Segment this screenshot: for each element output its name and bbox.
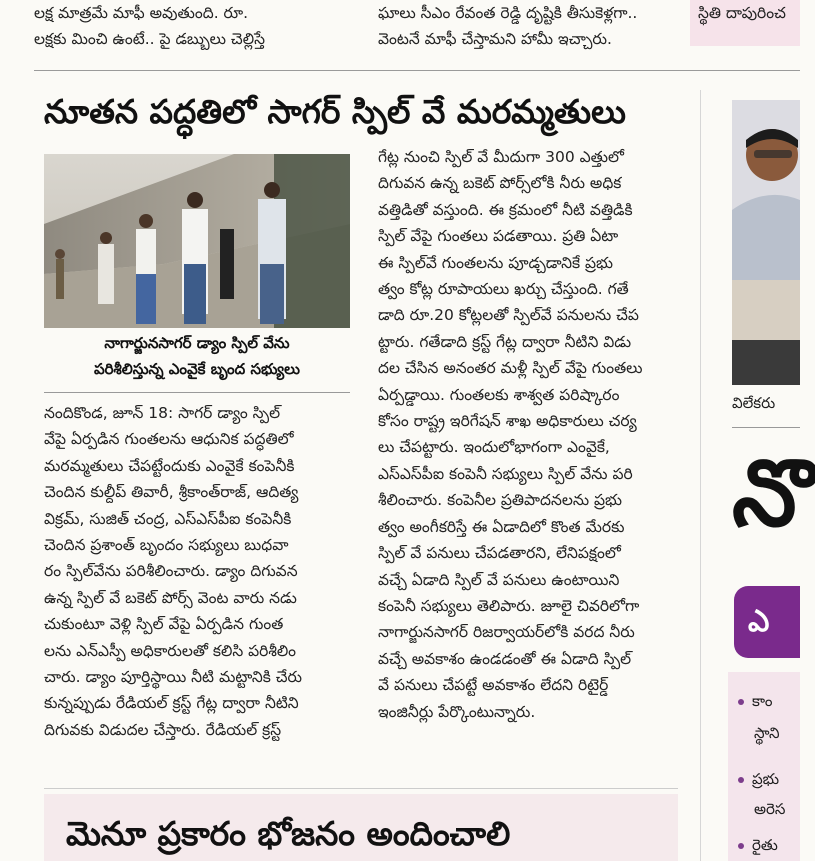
text-line: నందికొండ, జూన్ 18: సాగర్ డ్యాం స్పిల్ bbox=[44, 404, 281, 422]
top-right-box bbox=[690, 0, 800, 46]
text-line: చెందిన కుల్దీప్ తివారీ, శ్రీకాంత్‌రాజ్, ఆదిత్య bbox=[44, 483, 299, 502]
text-line: త్వం కోట్ల రూపాయలు ఖర్చు చేస్తుంది. గతే bbox=[378, 280, 629, 299]
text-line: స్పిల్ వే పనులు చేపడతారని, లేనిపక్షంలో bbox=[378, 544, 621, 563]
dam-inspection-photo bbox=[44, 154, 350, 328]
bullet-icon bbox=[738, 699, 744, 705]
text-line: రం స్పిల్‌వేను పరిశీలించారు. డ్యాం దిగువన bbox=[44, 562, 298, 581]
divider bbox=[34, 70, 800, 71]
text-line: ఎస్ఎస్‌పీఐ కంపెనీ సభ్యులు స్పిల్ వేను పరి bbox=[378, 464, 633, 483]
article-column-right bbox=[378, 144, 690, 725]
text-line: వెంటనే మాఫీ చేస్తామని హామీ ఇచ్చారు. bbox=[378, 30, 612, 49]
text-line: ట్టారు. గతేడాది క్రస్ట్ గేట్ల ద్వారా నీటిని విడు bbox=[378, 332, 632, 351]
bullet-continuation: అరెస bbox=[754, 800, 786, 818]
text-line: వచ్చే అవకాశం ఉండడంతో ఈ ఏడాది స్పిల్ bbox=[378, 649, 632, 668]
bullet-text: రైతు bbox=[752, 836, 778, 854]
text-line: స్థితి దాపురించ bbox=[698, 4, 786, 22]
text-line: కున్నప్పుడు రేడియల్ క్రస్ట్ గేట్ల ద్వారా నీటిని bbox=[44, 694, 299, 713]
sidebar-banner: ఎ bbox=[734, 586, 800, 658]
top-left-text bbox=[34, 0, 364, 53]
sidebar-big-headline: నొ bbox=[732, 440, 815, 547]
bullet-text: ప్రభు bbox=[752, 770, 780, 788]
text-line: వచ్చే ఏడాది స్పిల్ వే పనులు ఉంటాయిని bbox=[378, 570, 620, 589]
text-line: నాగార్జునసాగర్ రిజర్వాయర్‌లోకి వరద నీరు bbox=[378, 623, 635, 642]
bottom-headline: మెనూ ప్రకారం భోజనం అందించాలి bbox=[66, 814, 511, 853]
text-line: విక్రమ్, సుజిత్ చంద్ర, ఎస్ఎస్‌పీఐ కంపెనీకి bbox=[44, 509, 292, 528]
divider bbox=[732, 427, 800, 428]
text-line: ఉన్న స్పిల్ వే బకెట్ పోర్స్ వెంట వారు నడు bbox=[44, 588, 297, 607]
bullet-icon bbox=[738, 777, 744, 783]
text-line: ఘాలు సీఎం రేవంత రెడ్డి దృష్టికి తీసుకెళ్లగా.. bbox=[378, 4, 638, 22]
text-line: వే పనులు చేపట్టే అవకాశం లేదని రిటైర్డ్ bbox=[378, 676, 609, 695]
text-line: లు చేపట్టారు. ఇందులోభాగంగా ఎంవైకే, bbox=[378, 438, 610, 457]
bullet-item bbox=[738, 766, 779, 792]
sidebar-caption: విలేకరు bbox=[732, 394, 776, 412]
photo-caption bbox=[44, 330, 350, 382]
text-line: వేపై ఏర్పడిన గుంతలను ఆధునిక పద్ధతిలో bbox=[44, 430, 294, 449]
bullet-item bbox=[738, 832, 778, 858]
top-mid-text bbox=[378, 0, 678, 53]
text-line: కోసం రాష్ట్ర ఇరిగేషన్ శాఖ అధికారులు చర్య bbox=[378, 412, 637, 431]
text-line: ఏర్పడ్డాయి. గుంతలకు శాశ్వత పరిష్కారం bbox=[378, 385, 620, 404]
bullet-item bbox=[738, 688, 772, 714]
text-line: త్వం అంగీకరిస్తే ఈ ఏడాదిలో కొంత మేరకు bbox=[378, 517, 625, 536]
text-line: చెందిన ప్రశాంత్ బృందం సభ్యులు బుధవా bbox=[44, 536, 289, 555]
text-line: దిగువన ఉన్న బకెట్ పోర్స్‌లోకి నీరు అధిక bbox=[378, 174, 622, 193]
text-line: లక్ష మాత్రమే మాఫీ అవుతుంది. రూ. bbox=[34, 4, 249, 22]
caption-line: నాగార్జునసాగర్ డ్యాం స్పిల్ వేను bbox=[104, 334, 290, 352]
sidebar-bullet-box bbox=[728, 672, 800, 861]
person-photo bbox=[732, 100, 800, 385]
text-line: ఈ స్పిల్‌వే గుంతలను పూడ్చడానికే ప్రభు bbox=[378, 253, 614, 272]
bullet-text: కాం bbox=[752, 692, 773, 710]
text-line: లక్షకు మించి ఉంటే.. పై డబ్బులు చెల్లిస్తే bbox=[34, 30, 265, 49]
article-headline: నూతన పద్ధతిలో సాగర్ స్పిల్ వే మరమ్మతులు bbox=[44, 92, 626, 131]
text-line: దల చేసిన అనంతర మళ్లీ స్పిల్ వేపై గుంతలు bbox=[378, 359, 643, 378]
text-line: కంపెనీ సభ్యులు తెలిపారు. జూలై చివరిలోగా bbox=[378, 596, 640, 615]
text-line: లను ఎన్ఎస్పీ అధికారులతో కలిసి పరిశీలిం bbox=[44, 641, 296, 660]
caption-line: పరిశీలిస్తున్న ఎంవైకే బృంద సభ్యులు bbox=[94, 360, 300, 378]
divider bbox=[44, 788, 678, 789]
text-line: స్పిల్ వేపై గుంతలు పడతాయి. ప్రతి ఏటా bbox=[378, 227, 619, 246]
text-line: గేట్ల నుంచి స్పిల్ వే మీదుగా 300 ఎత్తులో bbox=[378, 148, 625, 166]
text-line: చుకుంటూ వెళ్లి స్పిల్ వేపై ఏర్పడిన గుంత bbox=[44, 615, 284, 634]
text-line: డాది రూ.20 కోట్లలతో స్పిల్‌వే పనులను చేప bbox=[378, 306, 639, 325]
column-divider bbox=[700, 90, 701, 861]
bullet-icon bbox=[738, 843, 744, 849]
text-line: ఇంజినీర్లు పేర్కొంటున్నారు. bbox=[378, 702, 536, 721]
text-line: దిగువకు విడుదల చేస్తారు. రేడియల్ క్రస్ట్ bbox=[44, 720, 282, 739]
article-column-left bbox=[44, 400, 356, 743]
text-line: మరమ్మతులు చేపట్టేందుకు ఎంవైకే కంపెనీకి bbox=[44, 456, 295, 475]
text-line: వత్తిడితో వస్తుంది. ఈ క్రమంలో నీటి వత్తిడికి bbox=[378, 200, 633, 219]
bullet-continuation: స్థాని bbox=[754, 724, 780, 742]
text-line: చారు. డ్యాం పూర్తిస్థాయి నీటి మట్టానికి చేరు bbox=[44, 668, 303, 687]
sidebar-photo bbox=[732, 100, 800, 385]
article-photo bbox=[44, 154, 350, 328]
text-line: శీలించారు. కంపెనీల ప్రతిపాదనలను ప్రభు bbox=[378, 491, 623, 510]
divider bbox=[44, 392, 350, 393]
